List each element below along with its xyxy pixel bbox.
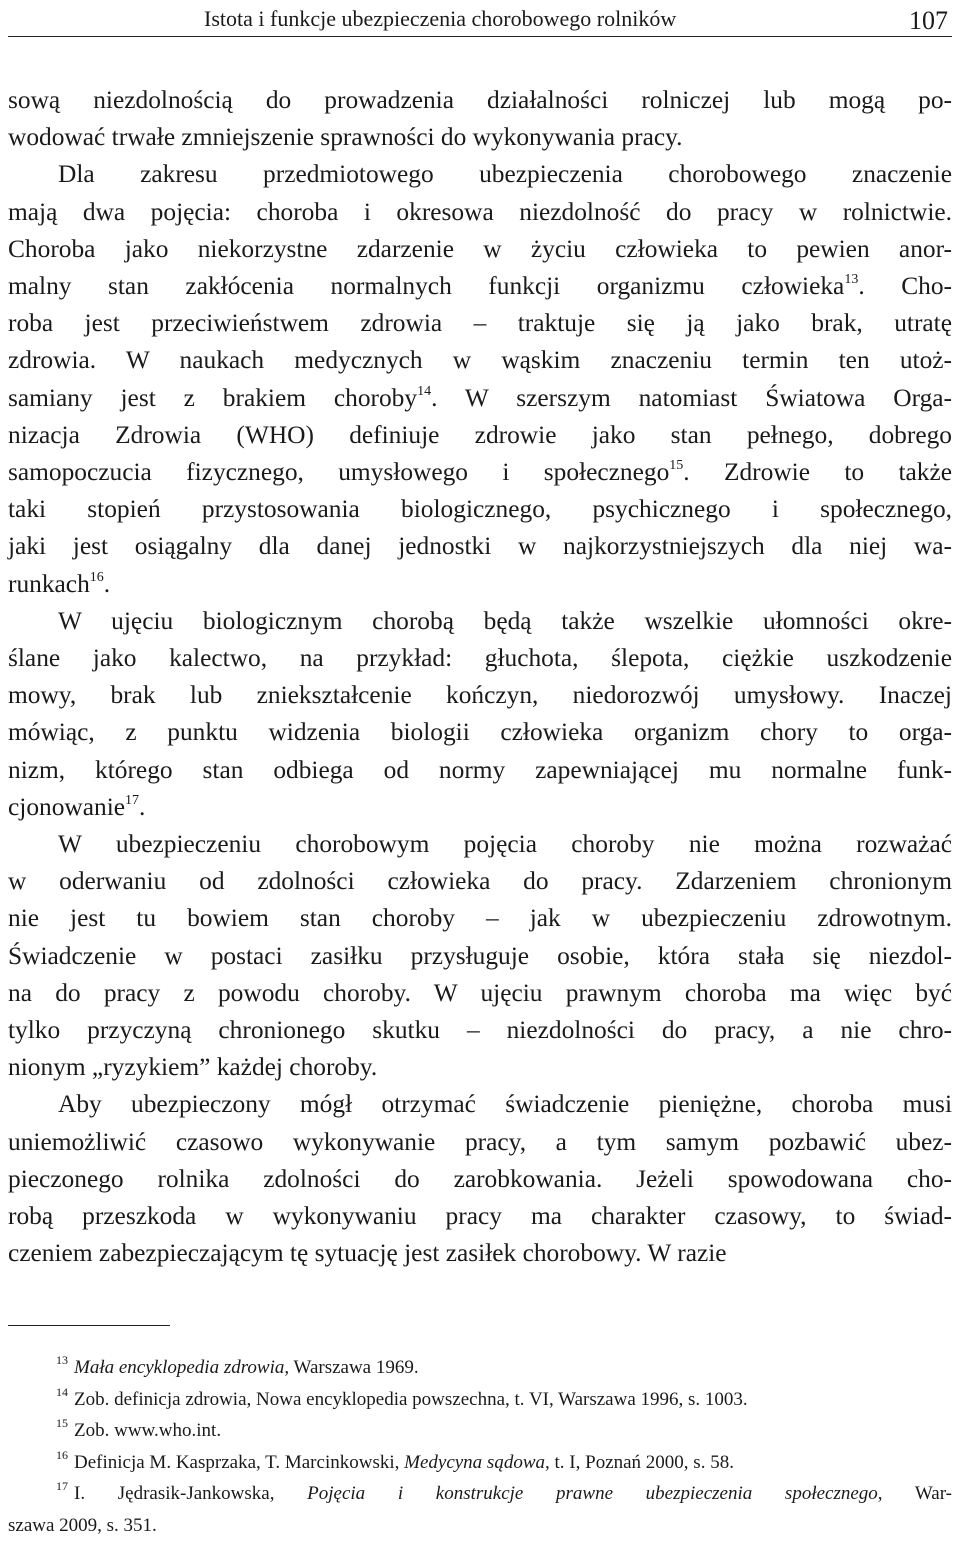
body-line: cjonowanie$^{17}$. [8, 789, 952, 826]
body-line: malny stan zakłócenia normalnych funkcji organizmu człowieka$^{13}$. Cho- [8, 268, 952, 305]
body-line: nionym „ryzykiem” każdej choroby. [8, 1049, 952, 1086]
body-line: robą przeszkoda w wykonywaniu pracy ma charakter czasowy, to świad- [8, 1198, 952, 1235]
footnote-ref: 13 [844, 272, 858, 287]
footnote-ref: 14 [417, 384, 431, 399]
footnote-16: $^{16}$ Definicja M. Kasprzaka, T. Marcinkowski, Medycyna sądowa, t. I, Poznań 2000, s. 58. [8, 1447, 952, 1479]
body-line: czeniem zabezpieczającym tę sytuację jest zasiłek chorobowy. W razie [8, 1235, 952, 1272]
body-line: nizacja Zdrowia (WHO) definiuje zdrowie jako stan pełnego, dobrego [8, 417, 952, 454]
body-line: W ubezpieczeniu chorobowym pojęcia choroby nie można rozważać [8, 826, 952, 863]
body-line: zdrowia. W naukach medycznych w wąskim znaczeniu termin ten utoż- [8, 342, 952, 379]
body-text [8, 82, 952, 1273]
footnote-17: $^{17}$ I. Jędrasik-Jankowska, Pojęcia i konstrukcje prawne ubezpieczenia społecznego, War- [8, 1478, 952, 1510]
running-header [8, 0, 952, 37]
body-line: taki stopień przystosowania biologicznego, psychicznego i społecznego, [8, 491, 952, 528]
footnote-ref: 16 [90, 570, 104, 585]
footnote-ref: 15 [669, 458, 683, 473]
body-line: runkach$^{16}$. [8, 566, 952, 603]
body-line: Aby ubezpieczony mógł otrzymać świadczenie pieniężne, choroba musi [8, 1086, 952, 1123]
body-line: samopoczucia fizycznego, umysłowego i społecznego$^{15}$. Zdrowie to także [8, 454, 952, 491]
body-line: Świadczenie w postaci zasiłku przysługuje osobie, która stała się niezdol- [8, 938, 952, 975]
body-line: sową niezdolnością do prowadzenia działalności rolniczej lub mogą po- [8, 82, 952, 119]
body-line: W ujęciu biologicznym chorobą będą także wszelkie ułomności okre- [8, 603, 952, 640]
body-line: Dla zakresu przedmiotowego ubezpieczenia chorobowego znaczenie [8, 156, 952, 193]
body-line: tylko przyczyną chronionego skutku – niezdolności do pracy, a nie chro- [8, 1012, 952, 1049]
body-line: Choroba jako niekorzystne zdarzenie w życiu człowieka to pewien anor- [8, 231, 952, 268]
body-line: pieczonego rolnika zdolności do zarobkowania. Jeżeli spowodowana cho- [8, 1161, 952, 1198]
body-line: wodować trwałe zmniejszenie sprawności do wykonywania pracy. [8, 119, 952, 156]
page-number: 107 [909, 6, 948, 36]
body-line: na do pracy z powodu choroby. W ujęciu prawnym choroba ma więc być [8, 975, 952, 1012]
footnote-ref: 17 [125, 793, 139, 808]
body-line: jaki jest osiągalny dla danej jednostki w najkorzystniejszych dla niej wa- [8, 528, 952, 565]
body-line: nizm, którego stan odbiega od normy zapewniającej mu normalne funk- [8, 752, 952, 789]
body-line: nie jest tu bowiem stan choroby – jak w ubezpieczeniu zdrowotnym. [8, 900, 952, 937]
footnote-14: $^{14}$ Zob. definicja zdrowia, Nowa encyklopedia powszechna, t. VI, Warszawa 1996, s. 1003. [8, 1384, 952, 1416]
header-title: Istota i funkcje ubezpieczenia chorobowego rolników [204, 6, 676, 32]
footnote-17-continued: szawa 2009, s. 351. [8, 1510, 952, 1541]
footnote-13: $^{13}$ Mała encyklopedia zdrowia, Warszawa 1969. [8, 1352, 952, 1384]
footnote-15: $^{15}$ Zob. www.who.int. [8, 1415, 952, 1447]
body-line: ślane jako kalectwo, na przykład: głuchota, ślepota, ciężkie uszkodzenie [8, 640, 952, 677]
body-line: mają dwa pojęcia: choroba i okresowa niezdolność do pracy w rolnictwie. [8, 194, 952, 231]
footnote-separator [8, 1325, 170, 1326]
body-line: roba jest przeciwieństwem zdrowia – traktuje się ją jako brak, utratę [8, 305, 952, 342]
body-line: w oderwaniu od zdolności człowieka do pracy. Zdarzeniem chronionym [8, 863, 952, 900]
body-line: mowy, brak lub zniekształcenie kończyn, niedorozwój umysłowy. Inaczej [8, 677, 952, 714]
body-line: samiany jest z brakiem choroby$^{14}$. W szerszym natomiast Światowa Orga- [8, 380, 952, 417]
footnotes [8, 1352, 952, 1541]
body-line: uniemożliwić czasowo wykonywanie pracy, a tym samym pozbawić ubez- [8, 1124, 952, 1161]
body-line: mówiąc, z punktu widzenia biologii człowieka organizm chory to orga- [8, 714, 952, 751]
